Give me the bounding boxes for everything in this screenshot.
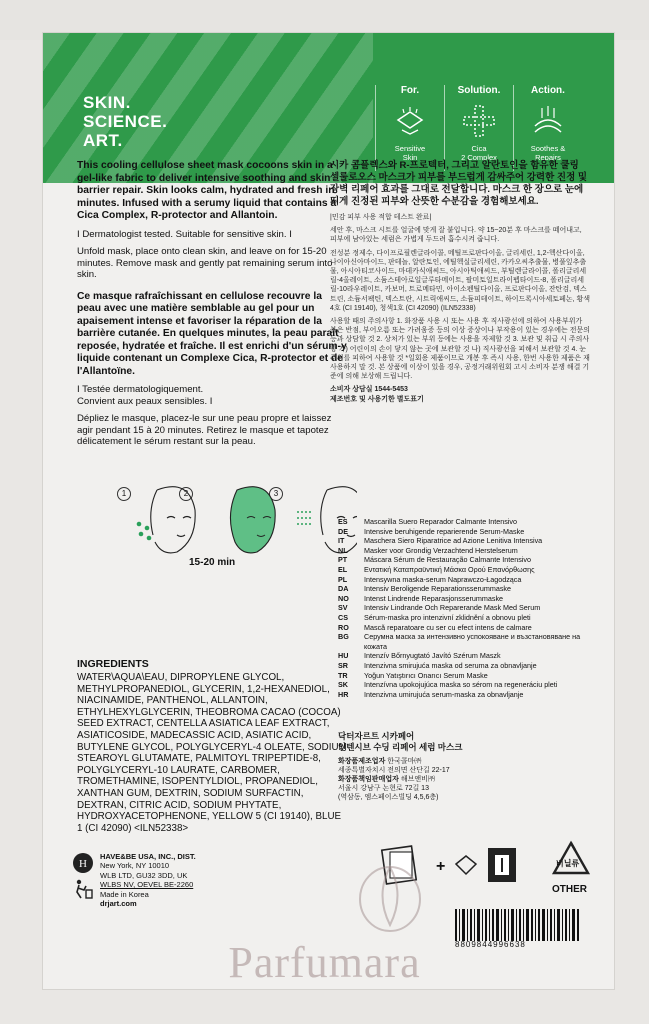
language-row (338, 623, 598, 633)
language-row (338, 565, 598, 575)
lang-text: Masker voor Grondig Verzachtend Herstelserum (364, 545, 518, 555)
maker-product-name: 닥터자르트 시카페어 (338, 731, 415, 741)
lang-text: Máscara Sérum de Restauração Calmante Intensivo (364, 555, 531, 565)
french-directions: Dépliez le masque, placez-le sur une peau propre et laissez agir pendant 15 à 20 minutes. Retirez le masque et tapotez délicatement le sérum restant sur la peau. (77, 413, 332, 447)
distributor-line-3: WLBS NV, OEVEL BE-2260 (100, 880, 194, 889)
brand-line-1: SKIN. (83, 93, 131, 112)
mfr-name: 한국콜마㈜ (387, 758, 422, 765)
korean-usage: 세안 후, 마스크 시트를 얼굴에 맞게 잘 붙입니다. 약 15~20분 후 마스크를 떼어내고, 피부에 남아있는 세럼은 가볍게 두드려 흡수시켜 줍니다. (330, 227, 582, 244)
korean-intro: 시카 콤플렉스와 R-프로텍터, 그리고 알란토인을 함유한 쿨링 셀룰로오스 마스크가 피부를 부드럽게 감싸주어 강력한 진정 및 장벽 리페어 효과를 그대로 전달합니다. 마스크 한 장으로 눈에 띄게 진정된 피부와 산뜻한 수분감을 경험해보세요. (330, 160, 588, 207)
ingredients-list: WATER\AQUA\EAU, DIPROPYLENE GLYCOL, METHYLPROPANEDIOL, GLYCERIN, 1,2-HEXANEDIOL, NIACINAMIDE, PANTHENOL, ALLANTOIN, ETHYLHEXYLGLYCERIN, THEOBROMA CACAO (COCOA) SEED EXTRACT, CENTELLA ASIATICA LEAF EXTRACT, ASIATICOSIDE, MADECASSIC ACID, ASIATIC ACID, BUTYLENE GLYCOL, POLYGLYCERYL-4 OLEATE, SODIUM STEAROYL GLUTAMATE, PALMITOYL TRIPEPTIDE-8, POLYGLYCERYL-10 LAURATE, CARBOMER, TROMETHAMINE, ISOPENTYLDIOL, PROPANEDIOL, XANTHAN GUM, DEXTRIN, SODIUM SURFACTIN, DEXTRAN, CITRIC ACID, SODIUM PHYTATE, HYDROXYACETOPHENONE, YELLOW 5 (CI 19140), BLUE 1 (CI 42090) <ILN52338> (77, 672, 347, 834)
recycle-label-kr: 비닐류 (556, 859, 580, 868)
ingredients-block (77, 658, 347, 834)
lang-code: RO (338, 622, 349, 632)
divider (375, 85, 376, 171)
lang-text: Intenzív Bőrnyugtató Javító Szérum Maszk (364, 651, 501, 661)
language-row (338, 661, 598, 671)
korean-text-column (330, 160, 590, 408)
lang-text: Maschera Siero Riparatrice ad Azione Lenitiva Intensiva (364, 536, 543, 546)
lang-text: Intensywna maska-serum Naprawczo-Łagodząca (364, 574, 522, 584)
lang-code: PT (338, 555, 348, 565)
korean-caution: 사용할 때의 주의사항 1. 화장품 사용 시 또는 사용 후 직사광선에 의하여 사용부위가 붉은 반점, 부어오름 또는 가려움증 등의 이상 증상이나 부작용이 있는 경우에는 전문의 등과 상담할 것 2. 상처가 있는 부위 등에는 사용을 자제할 것 3. 보관 및 취급 시 주의사항 가) 어린이의 손이 닿지 않는 곳에 보관할 것 나) 직사광선을 피해서 보관할 것 4. 눈 주위를 피하여 사용할 것 *일회용 제품이므로 개봉 후 즉시 사용, 한번 사용한 제품은 재사용하지 말 것. 본 상품에 이상이 있을 경우, 공정거래위원회 고시 소비자 분쟁 해결 기준에 의해 보상해 드립니다. (330, 318, 591, 381)
lang-text: Intensiv Beroligende Reparationsserummaske (364, 584, 512, 594)
lang-text: Sérum-maska pro intenzivní zklidnění a obnovu pleti (364, 612, 531, 622)
feature-title: Solution. (457, 85, 501, 96)
language-row (338, 632, 598, 651)
lang-text: Εντατική Καταπραϋντική Μάσκα Ορού Επανόρθωσης (364, 564, 535, 574)
lang-code: SV (338, 603, 348, 613)
language-row (338, 575, 598, 585)
lang-text: Intenzívna upokojujúca maska so sérom na regeneráciu pleti (364, 680, 558, 690)
lang-code: NL (338, 545, 348, 555)
feature-for (377, 85, 443, 171)
left-text-column (77, 160, 347, 454)
english-directions: Unfold mask, place onto clean skin, and leave on for 15-20 minutes. Remove mask and gently pat remaining serum into skin. (77, 246, 333, 280)
lang-text: Mascarilla Suero Reparador Calmante Intensivo (364, 517, 518, 526)
lang-code: PL (338, 574, 348, 584)
brand-line-2: SCIENCE. (83, 112, 168, 131)
barcode-number: 8809844996638 (455, 940, 526, 949)
mfr-label: 화장품제조업자 (338, 758, 386, 765)
lang-text: Mască reparatoare cu ser cu efect intens de calmare (364, 622, 532, 632)
distributor-line-4: Made in Korea (100, 889, 149, 899)
seller-label: 화장품책임판매업자 (338, 776, 399, 783)
feature-sub-2: Skin (402, 153, 418, 162)
english-intro: This cooling cellulose sheet mask cocoons skin in a gel-like fabric to deliver intensive soothing and skin barrier repair. Skin looks calm, hydrated and fresh in minutes. Infused with a serumy liquid that contains a Cica Complex, R-protector and Allantoin. (77, 160, 337, 221)
distributor-website: drjart.com (100, 899, 137, 908)
english-tested: I Dermatologist tested. Suitable for sensitive skin. I (77, 228, 292, 240)
language-list (338, 517, 598, 699)
brand-line-3: ART. (83, 131, 123, 150)
lang-code: CS (338, 612, 348, 622)
lang-code: SK (338, 680, 348, 690)
maker-info (338, 731, 598, 802)
lang-text: Intensive beruhigende reparierende Serum-Maske (364, 526, 525, 536)
lang-text: Серумна маска за интензивно успокояване и възстановяване на кожата (364, 632, 581, 651)
sensitive-skin-icon (377, 104, 443, 138)
maker-manufacturer-address: 세종특별자치시 전의면 산단길 22-17 (338, 767, 450, 774)
lang-text: Yoğun Yatıştırıcı Onarıcı Serum Maske (364, 670, 488, 680)
lang-text: Intenzivna smirujuća maska od seruma za obnavljanje (364, 660, 537, 670)
step-number-2: 2 (179, 487, 193, 501)
face-illustrations (117, 480, 357, 558)
divider (444, 85, 445, 171)
svg-text:H: H (79, 858, 87, 870)
feature-title: For. (400, 85, 420, 96)
korean-ingredients: 전성분 정제수, 다이프로필렌글라이콜, 메틸프로판다이올, 글리세린, 1,2-헥산다이올, 나이아신아마이드, 판테놀, 알란토인, 에틸헥실글리세린, 카카오씨추출물, 병풀잎추출물, 아시아티코사이드, 마데카식애씨드, 아시아틱애씨드, 부틸렌글라이콜, 폴리글리세릴-4올레이트, 소듐스테아로일글루타메이트, 팔미토일트라이펩타이드-8, 폴리글리세릴-10라우레이트, 카보머, 트로메타민, 아이소펜틸다이올, 프로판다이올, 잔탄검, 덱스트린, 소듐서팩틴, 덱스트란, 시트릭애씨드, 소듐피테이트, 하이드록시아세토페논, 황색4호 (CI 19140), 청색1호 (CI 42090) (ILN52338) (330, 249, 591, 312)
step-1-face (151, 487, 195, 553)
language-row (338, 613, 598, 623)
french-tested-1: I Testée dermatologiquement. (77, 384, 204, 395)
feature-solution (446, 85, 512, 171)
distributor-line-2: WLB LTD, GU32 3DD, UK (100, 870, 188, 880)
lang-text: Intenzivna umirujuća serum-maska za obnavljanje (364, 689, 524, 699)
brand-slogan (83, 93, 167, 150)
maker-seller-address-2: (역삼동, 엠스페이스빌딩 4,5,6층) (338, 794, 439, 801)
feature-action (515, 85, 581, 171)
language-row (338, 536, 598, 546)
pat-motion-lines (297, 512, 313, 524)
language-row (338, 546, 598, 556)
feature-title: Action. (531, 85, 565, 96)
language-row (338, 584, 598, 594)
maker-seller (338, 775, 598, 784)
ingredients-heading: INGREDIENTS (77, 658, 149, 670)
lang-code: BG (338, 632, 349, 642)
korean-tested: |민감 피부 사용 적합 테스트 완료| (330, 214, 432, 221)
lang-code: SR (338, 660, 348, 670)
step-time-label: 15-20 min (189, 557, 236, 568)
divider (513, 85, 514, 171)
step-number-3: 3 (269, 487, 283, 501)
lang-code: IT (338, 536, 345, 546)
language-row (338, 594, 598, 604)
soothe-repair-icon (515, 104, 581, 138)
language-row (338, 603, 598, 613)
language-row (338, 680, 598, 690)
korean-date: 제조번호 및 사용기한 별도표기 (330, 395, 424, 403)
lang-code: ES (338, 517, 348, 526)
cica-cross-icon (446, 104, 512, 138)
lang-code: DE (338, 526, 348, 536)
serum-drops (137, 522, 152, 541)
lang-text: Intenst Lindrende Reparasjonsserummaske (364, 593, 504, 603)
feature-sub-1: Cica (471, 144, 487, 153)
language-row (338, 527, 598, 537)
lang-code: NO (338, 593, 349, 603)
lang-text: Intensiv Lindrande Och Reparerande Mask Med Serum (364, 603, 541, 613)
watermark-text: Parfumara (228, 938, 421, 987)
recycle-label-en: OTHER (552, 884, 587, 895)
distributor-line-1: New York, NY 10010 (100, 861, 170, 870)
language-row (338, 517, 598, 527)
seller-name: 해브앤비㈜ (400, 776, 435, 783)
french-intro: Ce masque rafraîchissant en cellulose recouvre la peau avec une matière semblable au gel pour un apaisement intense et favoriser la réparation de la barrière cutanée. En quelques minutes, la peau paraît reposée, hydratée et fraîche. Il est enrichi d'un sérum-y liquide contenant un Complexe Cica, R-protector et de l'Allantoïne. (77, 290, 347, 377)
perfume-leaf-watermark-icon (355, 855, 425, 935)
watermark (0, 855, 649, 988)
feature-sub-1: Soothes & (530, 144, 566, 153)
maker-product-subtitle: 인텐시브 수딩 리페어 세럼 마스크 (338, 742, 463, 752)
language-row (338, 671, 598, 681)
step-2-face (230, 487, 275, 553)
distributor-name: HAVE&BE USA, INC., DIST. (100, 852, 196, 861)
french-tested-2: Convient aux peaux sensibles. I (77, 395, 213, 407)
language-row (338, 690, 598, 700)
maker-manufacturer (338, 757, 598, 766)
lang-code: TR (338, 670, 348, 680)
lang-code: DA (338, 584, 349, 594)
lang-code: HR (338, 689, 349, 699)
feature-sub-1: Sensitive (394, 144, 426, 153)
feature-sub-2: Repairs (535, 153, 561, 162)
language-row (338, 651, 598, 661)
step-number-1: 1 (117, 487, 131, 501)
plus-sign: + (436, 858, 446, 875)
korean-consumer: 소비자 상담실 1544-5453 (330, 386, 408, 394)
usage-steps (77, 425, 347, 585)
language-row (338, 555, 598, 565)
maker-seller-address: 서울시 강남구 논현로 72길 13 (338, 785, 429, 792)
lang-code: HU (338, 651, 349, 661)
lang-code: EL (338, 564, 348, 574)
feature-sub-2: 2 Complex (461, 153, 497, 162)
